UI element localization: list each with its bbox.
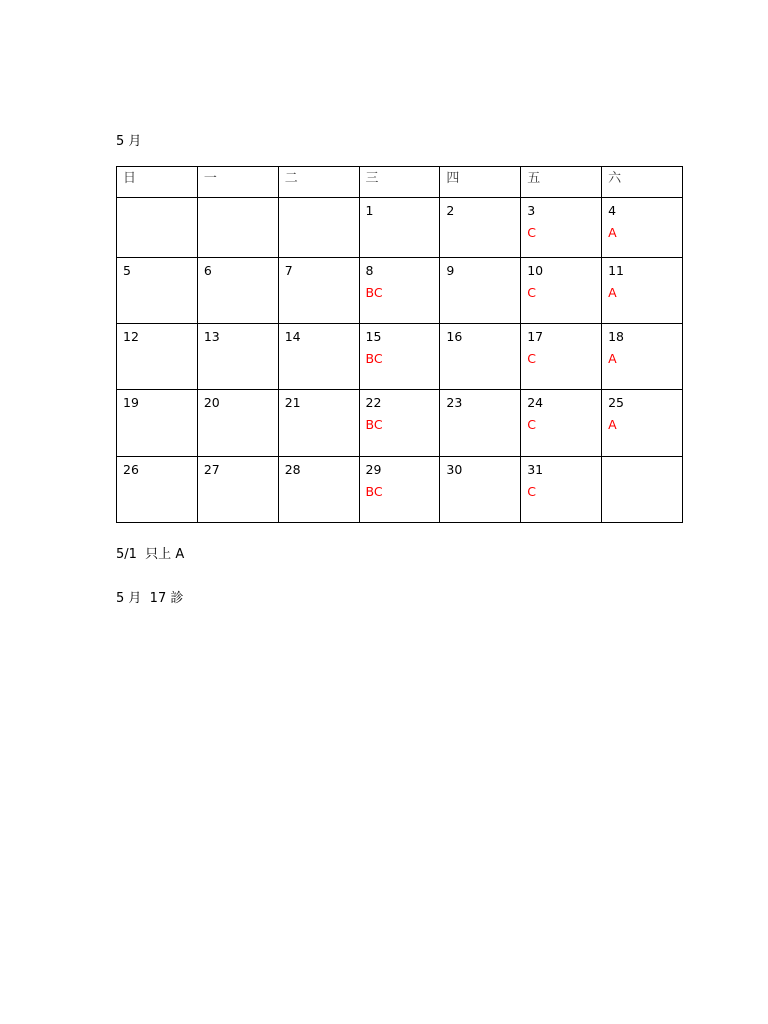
- calendar-day-cell: [278, 457, 359, 523]
- page-heading: 5 月: [116, 134, 142, 149]
- day-mark: BC: [365, 351, 383, 366]
- calendar-day-cell: [117, 390, 198, 457]
- weekday-mon: 一: [197, 167, 278, 198]
- weekday-wed: 三: [359, 167, 440, 198]
- day-number: 1: [365, 203, 374, 218]
- calendar-day-cell: [197, 324, 278, 390]
- day-number: 14: [284, 329, 301, 344]
- calendar-day-cell: [602, 324, 683, 390]
- day-number: 10: [527, 263, 544, 278]
- calendar-week-row: [117, 457, 683, 523]
- day-number: 16: [446, 329, 463, 344]
- day-mark: C: [527, 351, 536, 366]
- day-number: 30: [446, 462, 463, 477]
- calendar-day-cell: [197, 198, 278, 258]
- day-mark: C: [527, 225, 536, 240]
- day-number: 9: [446, 263, 455, 278]
- day-mark: BC: [365, 417, 383, 432]
- day-mark: A: [608, 225, 617, 240]
- day-mark: A: [608, 417, 617, 432]
- calendar-day-cell: [440, 457, 521, 523]
- day-number: 22: [365, 395, 382, 410]
- day-number: 27: [203, 462, 220, 477]
- day-number: 15: [365, 329, 382, 344]
- day-number: 6: [203, 263, 212, 278]
- calendar-body: [117, 198, 683, 523]
- note-may-clinics: 5 月 17 診: [116, 591, 184, 606]
- calendar-day-cell: [117, 258, 198, 324]
- calendar-day-cell: [521, 198, 602, 258]
- calendar-day-cell: [521, 390, 602, 457]
- calendar-day-cell: [197, 457, 278, 523]
- weekday-header-row: [117, 167, 683, 198]
- calendar-day-cell: [359, 198, 440, 258]
- day-number: 8: [365, 263, 374, 278]
- calendar-day-cell: [117, 457, 198, 523]
- day-number: 29: [365, 462, 382, 477]
- calendar-day-cell: [117, 324, 198, 390]
- note-may-first: 5/1 只上 A: [116, 547, 185, 562]
- day-number: 19: [123, 395, 139, 410]
- day-number: 21: [284, 395, 301, 410]
- weekday-thu: 四: [440, 167, 521, 198]
- calendar-week-row: [117, 258, 683, 324]
- calendar-day-cell: [440, 324, 521, 390]
- day-number: 4: [608, 203, 617, 218]
- day-number: 3: [527, 203, 536, 218]
- calendar-week-row: [117, 324, 683, 390]
- calendar-day-cell: [440, 390, 521, 457]
- day-number: 13: [203, 329, 220, 344]
- day-number: 23: [446, 395, 463, 410]
- calendar-day-cell: [197, 258, 278, 324]
- calendar-day-cell: [602, 390, 683, 457]
- calendar-day-cell: [117, 198, 198, 258]
- day-number: 12: [123, 329, 139, 344]
- day-number: 24: [527, 395, 544, 410]
- day-mark: BC: [365, 285, 383, 300]
- calendar-day-cell: [359, 258, 440, 324]
- day-number: 28: [284, 462, 301, 477]
- day-mark: A: [608, 285, 617, 300]
- day-mark: C: [527, 484, 536, 499]
- calendar-day-cell: [278, 258, 359, 324]
- calendar-day-cell: [521, 258, 602, 324]
- day-mark: C: [527, 417, 536, 432]
- day-number: 17: [527, 329, 544, 344]
- calendar-day-cell: [602, 258, 683, 324]
- calendar-day-cell: [521, 457, 602, 523]
- calendar-day-cell: [359, 390, 440, 457]
- day-number: 11: [608, 263, 624, 278]
- weekday-sun: 日: [117, 167, 198, 198]
- calendar-table: [116, 166, 683, 523]
- calendar-day-cell: [440, 198, 521, 258]
- calendar-day-cell: [602, 457, 683, 523]
- day-number: 25: [608, 395, 624, 410]
- weekday-fri: 五: [521, 167, 602, 198]
- calendar-day-cell: [521, 324, 602, 390]
- calendar-day-cell: [197, 390, 278, 457]
- calendar-day-cell: [359, 457, 440, 523]
- calendar-day-cell: [440, 258, 521, 324]
- day-number: 5: [123, 263, 131, 278]
- day-number: 18: [608, 329, 624, 344]
- weekday-sat: 六: [602, 167, 683, 198]
- calendar-day-cell: [278, 198, 359, 258]
- day-mark: A: [608, 351, 617, 366]
- calendar-week-row: [117, 390, 683, 457]
- day-mark: BC: [365, 484, 383, 499]
- day-number: 20: [203, 395, 220, 410]
- calendar-day-cell: [602, 198, 683, 258]
- day-mark: C: [527, 285, 536, 300]
- calendar-day-cell: [359, 324, 440, 390]
- weekday-tue: 二: [278, 167, 359, 198]
- day-number: 31: [527, 462, 544, 477]
- calendar-day-cell: [278, 390, 359, 457]
- calendar-day-cell: [278, 324, 359, 390]
- day-number: 26: [123, 462, 139, 477]
- calendar-week-row: [117, 198, 683, 258]
- day-number: 2: [446, 203, 455, 218]
- day-number: 7: [284, 263, 293, 278]
